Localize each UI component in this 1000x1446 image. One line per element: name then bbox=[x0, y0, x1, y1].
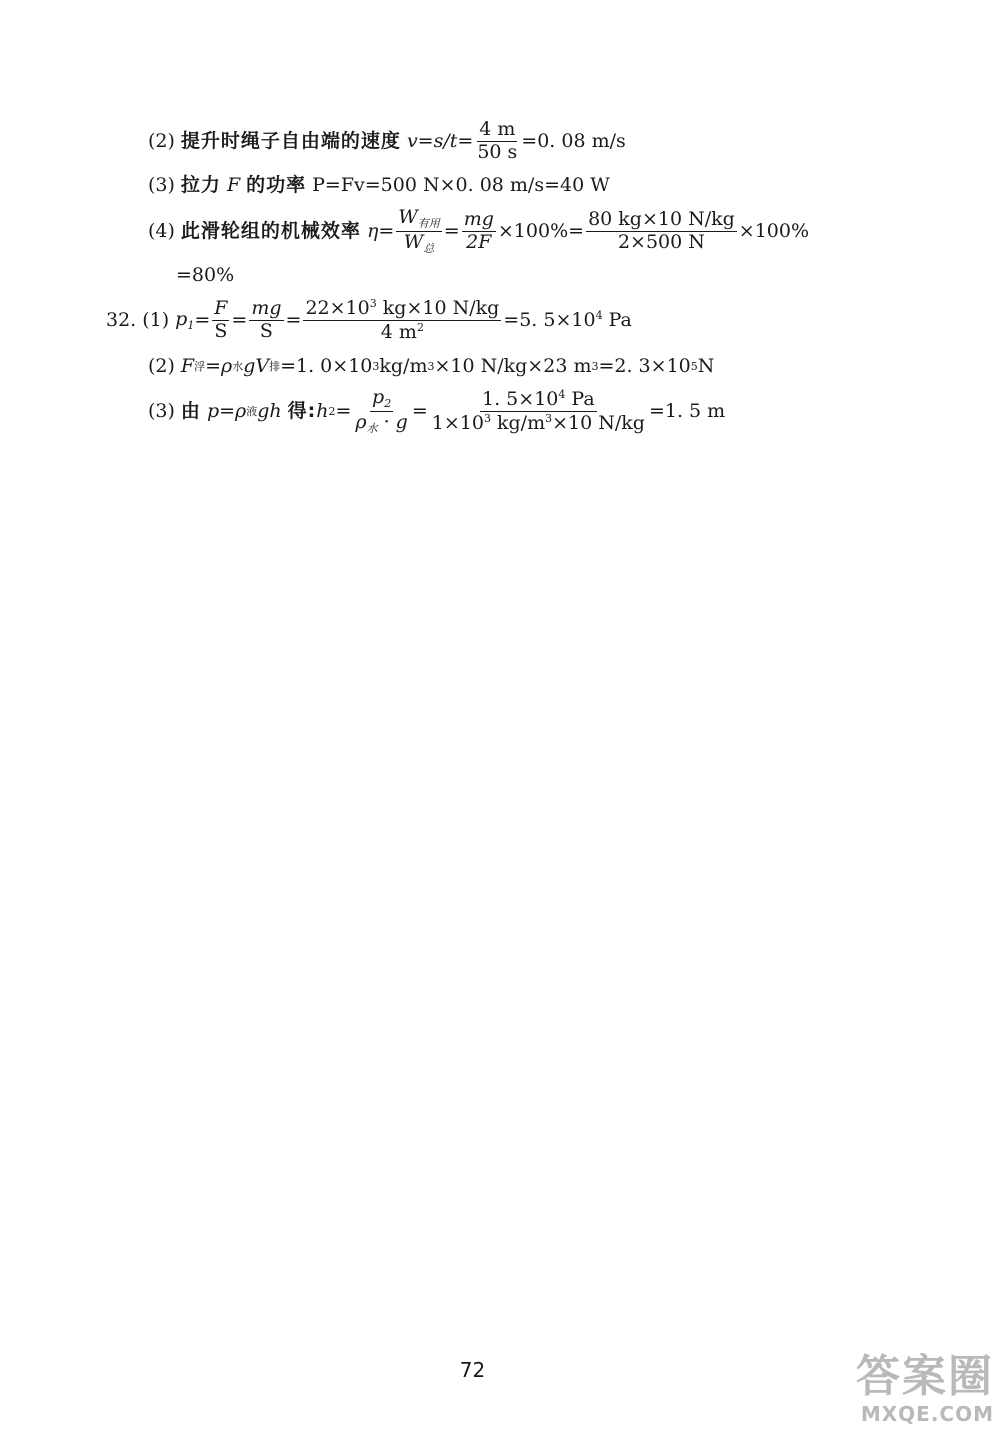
page-number: 72 bbox=[459, 1358, 486, 1382]
sup: 5 bbox=[690, 360, 698, 373]
fraction-values bbox=[430, 389, 647, 434]
answer-line-4-result bbox=[176, 266, 234, 285]
equals: = bbox=[335, 399, 352, 422]
fraction-mgs bbox=[249, 299, 283, 342]
result: =0. 08 m/s bbox=[521, 129, 626, 152]
numerator: mg bbox=[251, 297, 282, 319]
denominator bbox=[353, 412, 409, 435]
num-a: 1. 5×10 bbox=[482, 387, 559, 410]
numerator bbox=[396, 208, 442, 232]
item-text-2: 的功率 bbox=[246, 174, 307, 196]
subscript: 1 bbox=[187, 318, 195, 332]
subscript: 2 bbox=[328, 404, 336, 418]
subscript: 水 bbox=[232, 360, 244, 373]
item-text: 拉力 bbox=[180, 174, 221, 196]
subscript: 浮 bbox=[194, 360, 206, 373]
item-text: 由 bbox=[180, 399, 201, 422]
result bbox=[503, 310, 632, 330]
numerator: mg bbox=[463, 207, 494, 230]
denominator bbox=[402, 232, 437, 255]
subscript: 2 bbox=[384, 397, 392, 410]
equals: = bbox=[194, 308, 211, 331]
h-symbol: h bbox=[316, 399, 329, 422]
result: =1. 5 m bbox=[648, 399, 726, 422]
sup: 4 bbox=[595, 309, 603, 323]
sup: 4 bbox=[558, 387, 566, 401]
g: · g bbox=[377, 410, 408, 433]
den-a: 1×10 bbox=[431, 411, 484, 434]
equals-2: = bbox=[231, 308, 248, 331]
p-symbol bbox=[175, 307, 195, 332]
percent-2: ×100% bbox=[738, 219, 810, 242]
fraction-symbolic bbox=[353, 388, 409, 434]
p: p bbox=[175, 307, 188, 330]
denominator: 2×500 N bbox=[617, 230, 705, 253]
equals: = bbox=[443, 219, 460, 242]
answer-line-3-power bbox=[148, 176, 610, 195]
subscript: 液 bbox=[246, 404, 258, 418]
formula: v=s/t= bbox=[406, 129, 474, 152]
numerator bbox=[303, 298, 501, 321]
numerator bbox=[480, 389, 597, 412]
question-number: 32. bbox=[106, 308, 137, 331]
fraction-work bbox=[396, 208, 442, 254]
percent: ×100%= bbox=[497, 219, 585, 242]
item-text: 提升时绳子自由端的速度 bbox=[180, 129, 401, 152]
watermark-line-1: 答案圈 bbox=[856, 1351, 994, 1402]
item-label: (2) bbox=[148, 355, 175, 377]
expr-e: N bbox=[697, 355, 715, 377]
watermark-line-2: MXQE.COM bbox=[860, 1402, 994, 1426]
denominator: S bbox=[259, 319, 273, 342]
item-label: (3) bbox=[148, 174, 175, 196]
eta-symbol: η= bbox=[366, 219, 395, 242]
result-a: =5. 5×10 bbox=[503, 309, 596, 332]
result: =80% bbox=[176, 264, 235, 286]
item-label: (2) bbox=[148, 129, 175, 152]
expr-c: ×10 N/kg×23 m bbox=[434, 355, 592, 377]
numerator: 80 kg×10 N/kg bbox=[588, 207, 735, 230]
rho: =ρ bbox=[205, 355, 233, 377]
fraction-values bbox=[303, 298, 501, 343]
item-label: (1) bbox=[142, 308, 170, 331]
numerator: F bbox=[214, 297, 228, 319]
fraction-mg bbox=[462, 207, 496, 253]
den-b: kg/m bbox=[490, 411, 546, 434]
denominator: S bbox=[214, 319, 228, 342]
den-c: ×10 N/kg bbox=[552, 411, 645, 434]
sup: 3 bbox=[427, 360, 435, 373]
numerator bbox=[370, 388, 393, 412]
sup: 3 bbox=[483, 411, 491, 425]
den-a: 4 m bbox=[380, 320, 417, 343]
variable: F bbox=[226, 174, 241, 196]
num-b: Pa bbox=[565, 387, 595, 410]
formula: P=Fv=500 N×0. 08 m/s=40 W bbox=[312, 174, 610, 196]
watermark-logo bbox=[844, 1352, 994, 1442]
expr-b: kg/m bbox=[379, 355, 428, 377]
subscript: 排 bbox=[269, 360, 281, 373]
sup: 3 bbox=[372, 360, 380, 373]
expr-d: =2. 3×10 bbox=[598, 355, 691, 377]
subscript: 水 bbox=[366, 421, 378, 435]
item-text: 此滑轮组的机械效率 bbox=[180, 219, 361, 242]
p: p bbox=[372, 386, 385, 408]
subscript: 有用 bbox=[417, 217, 440, 230]
num-a: 22×10 bbox=[305, 297, 370, 319]
result-b: Pa bbox=[602, 309, 632, 332]
item-label: (4) bbox=[148, 219, 175, 242]
sup: 3 bbox=[545, 411, 553, 425]
sup: 2 bbox=[416, 320, 424, 334]
answer-line-4-efficiency bbox=[148, 208, 809, 254]
numerator: 4 m bbox=[479, 118, 516, 140]
equals-3: = bbox=[285, 308, 302, 331]
expr-a: =1. 0×10 bbox=[280, 355, 373, 377]
subscript: 总 bbox=[423, 241, 435, 255]
question-32-line-2-buoyancy bbox=[148, 357, 714, 376]
fraction-values bbox=[586, 207, 737, 253]
question-32-line-3-depth bbox=[148, 388, 725, 434]
question-32-line-1-pressure bbox=[106, 298, 632, 343]
expr-a: p=ρ bbox=[206, 399, 247, 422]
denominator bbox=[430, 412, 647, 434]
num-b: kg×10 N/kg bbox=[376, 297, 500, 319]
equals-2: = bbox=[411, 399, 428, 422]
item-label: (3) bbox=[148, 399, 175, 422]
sup: 3 bbox=[591, 360, 599, 373]
answer-line-2-velocity bbox=[148, 120, 626, 163]
f-symbol: F bbox=[180, 355, 195, 377]
w-symbol: W bbox=[403, 230, 424, 253]
expr-b: gh bbox=[257, 399, 282, 422]
gv: gV bbox=[243, 355, 270, 377]
denominator: 2F bbox=[466, 230, 492, 253]
item-text-2: 得: bbox=[287, 399, 317, 422]
denominator bbox=[379, 321, 426, 343]
fraction bbox=[475, 120, 519, 163]
sup: 3 bbox=[369, 297, 377, 310]
rho: ρ bbox=[355, 410, 367, 433]
fraction-fs bbox=[212, 299, 229, 342]
denominator: 50 s bbox=[477, 140, 518, 163]
w-symbol: W bbox=[398, 206, 418, 228]
